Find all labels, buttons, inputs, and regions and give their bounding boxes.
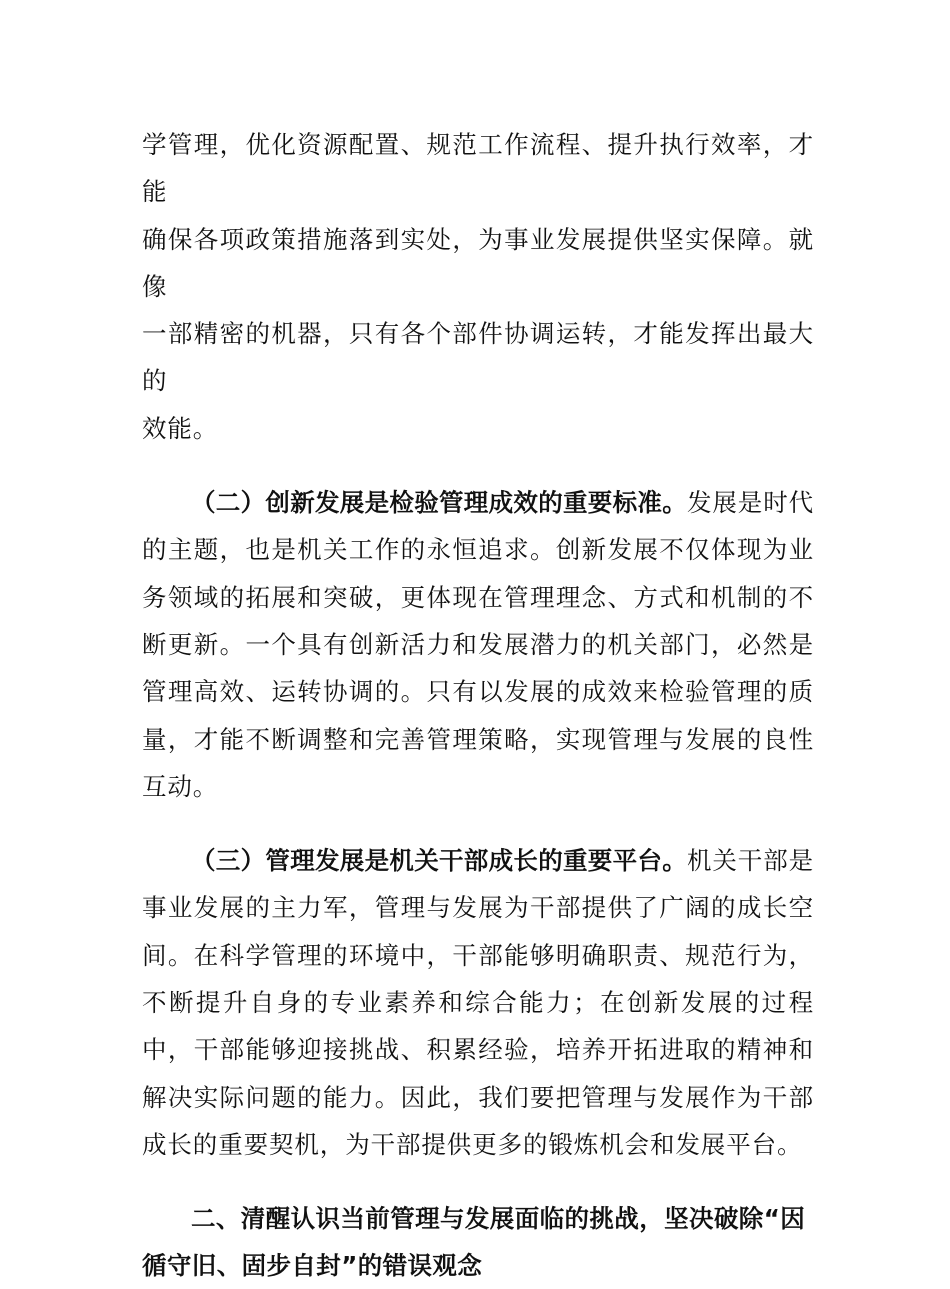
paragraph-line: 一部精密的机器，只有各个部件协调运转，才能发挥出最大的 (142, 319, 814, 396)
section-heading: 二、清醒认识当前管理与发展面临的挑战，坚决破除“因循守旧、固步自封”的错误观念 (142, 1204, 806, 1281)
paragraph-innovation (142, 479, 814, 810)
paragraph-body: 机关干部是事业发展的主力军，管理与发展为干部提供了广阔的成长空间。在科学管理的环境中，干部能够明确职责、规范行为，不断提升自身的专业素养和综合能力；在创新发展的过程中，干部能够迎接挑战、积累经验，培养开拓进取的精神和解决实际问题的能力。因此，我们要把管理与发展作为干部成长的重要契机，为干部提供更多的锻炼机会和发展平台。 (142, 846, 814, 1159)
paragraph-line: 学管理，优化资源配置、规范工作流程、提升执行效率，才能 (142, 130, 814, 207)
document-page (142, 121, 814, 1289)
paragraph-body: 发展是时代的主题，也是机关工作的永恒追求。创新发展不仅体现为业务领域的拓展和突破，更体现在管理理念、方式和机制的不断更新。一个具有创新活力和发展潜力的机关部门，必然是管理高效、运转协调的。只有以发展的成效来检验管理的质量，才能不断调整和完善管理策略，实现管理与发展的良性互动。 (142, 488, 814, 801)
paragraph-lead-heading: （三）管理发展是机关干部成长的重要平台。 (191, 846, 687, 876)
paragraph-line: 确保各项政策措施落到实处，为事业发展提供坚实保障。就像 (142, 224, 814, 301)
paragraph-line: 效能。 (142, 413, 219, 443)
paragraph-cadre-growth (142, 837, 814, 1168)
paragraph-lead-heading: （二）创新发展是检验管理成效的重要标准。 (191, 488, 687, 518)
paragraph-continued (142, 121, 814, 452)
